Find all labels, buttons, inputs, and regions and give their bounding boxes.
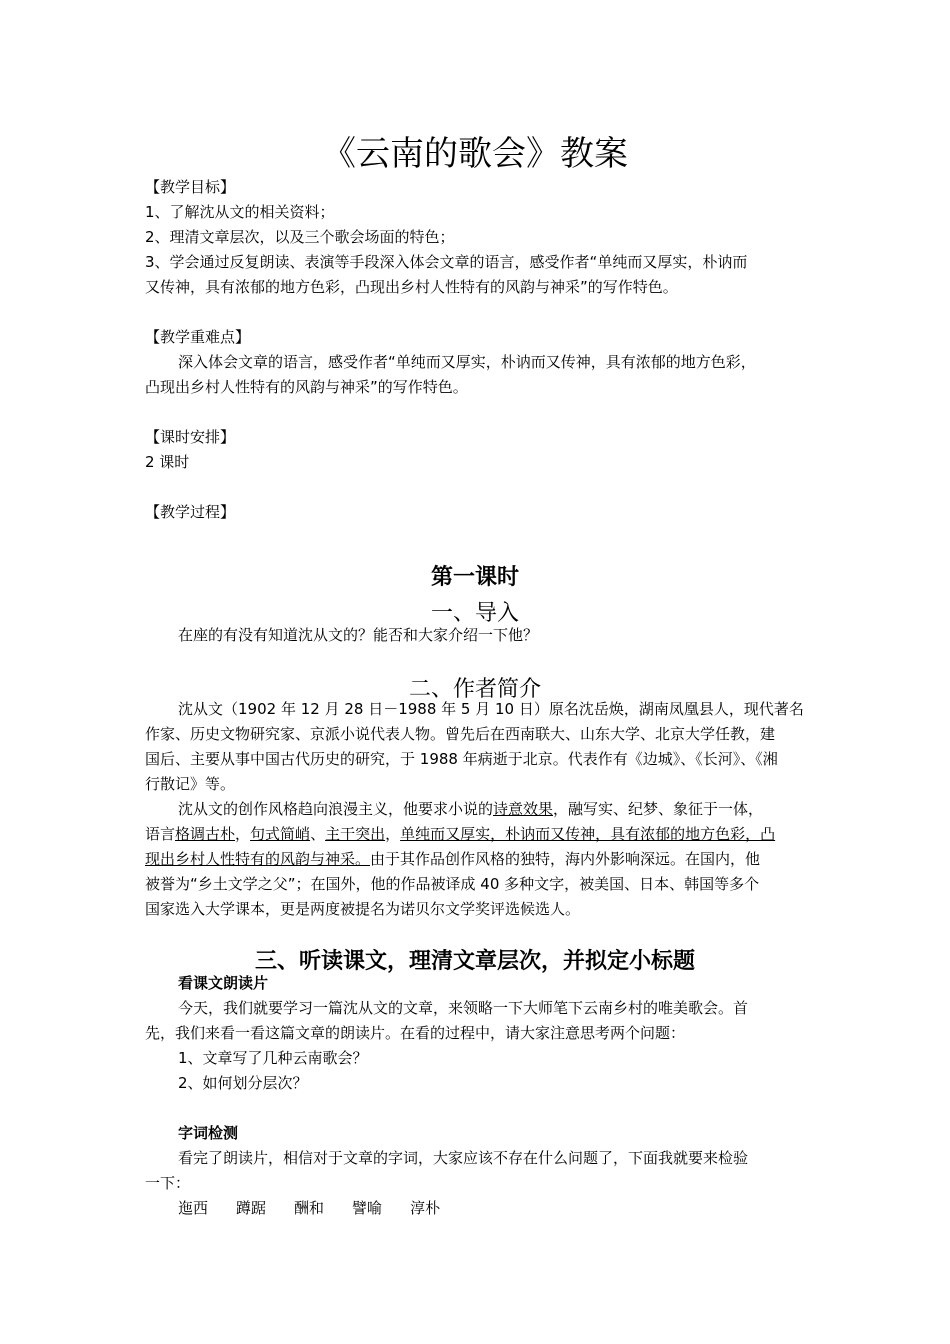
underlined-phrase: 主干突出 [325,825,386,843]
objectives-heading: 【教学目标】 [145,178,236,196]
author-bio-text: 行散记》等。 [145,775,236,793]
author-style-text: 被誉为“乡土文学之父”；在国外，他的作品被译成 40 多种文字，被美国、日本、韩国等多个 [145,875,760,893]
objective-item: 2、理清文章层次，以及三个歌会场面的特色； [145,228,455,246]
subheading-vocab-check: 字词检测 [178,1124,239,1142]
document-title: 《云南的歌会》教案 [322,134,628,174]
lesson1-heading: 第一课时 [430,565,519,590]
vocab-word: 迤西 [178,1199,209,1217]
underlined-phrase: 单纯而又厚实，朴讷而又传神，具有浓郁的地方色彩，凸 [400,825,776,843]
intro-text: 在座的有没有知道沈从文的？能否和大家介绍一下他？ [178,626,539,644]
author-bio-text: 作家、历史文物研究家、京派小说代表人物。曾先后在西南联大、山东大学、北京大学任教，建 [145,725,776,743]
author-bio-text: 沈从文（1902 年 12 月 28 日－1988 年 5 月 10 日）原名沈岳焕，湖南凤凰县人，现代著名 [178,700,804,718]
process-heading: 【教学过程】 [145,503,236,521]
section-heading-reading: 三、听读课文，理清文章层次，并拟定小标题 [254,949,695,974]
subheading-reading-video: 看课文朗读片 [178,974,269,992]
vocab-word: 酬和 [294,1199,325,1217]
text-run: 沈从文的创作风格趋向浪漫主义，他要求小说的 [178,800,494,818]
key-points-text: 凸现出乡村人性特有的风韵与神采”的写作特色。 [145,378,468,396]
author-style-text: 国家选入大学课本，更是两度被提名为诺贝尔文学奖评选候选人。 [145,900,581,918]
reading-text: 先，我们来看一看这篇文章的朗读片。在看的过程中，请大家注意思考两个问题： [145,1024,686,1042]
vocab-word: 譬喻 [352,1199,383,1217]
section-heading-author: 二、作者简介 [408,677,541,702]
section-heading-intro: 一、导入 [430,601,519,626]
objective-item-continued: 又传神，具有浓郁的地方色彩，凸现出乡村人性特有的风韵与神采”的写作特色。 [145,278,678,296]
underlined-phrase: 现出乡村人性特有的风韵与神采。 [145,850,371,868]
vocab-text: 一下： [145,1174,191,1192]
key-points-text: 深入体会文章的语言，感受作者“单纯而又厚实，朴讷而又传神，具有浓郁的地方色彩， [178,353,756,371]
underlined-phrase: 格调古朴 [175,825,236,843]
underlined-phrase: 诗意效果 [493,800,554,818]
vocab-text: 看完了朗读片，相信对于文章的字词，大家应该不存在什么问题了，下面我就要来检验 [178,1149,749,1167]
author-style-text [178,798,763,820]
text-run: ，融写实、纪梦、象征于一体， [553,800,764,818]
vocab-word: 蹲踞 [236,1199,267,1217]
author-style-text [145,823,775,845]
author-bio-text: 国后、主要从事中国古代历史的研究，于 1988 年病逝于北京。代表作有《边城》、《长河》、《湘 [145,750,778,768]
objective-item: 3、学会通过反复朗读、表演等手段深入体会文章的语言，感受作者“单纯而又厚实，朴讷而 [145,253,748,271]
question-item: 1、文章写了几种云南歌会？ [178,1049,368,1067]
text-run: ， [385,825,401,843]
vocab-word-list [178,1197,468,1219]
schedule-heading: 【课时安排】 [145,428,236,446]
key-points-heading: 【教学重难点】 [145,328,251,346]
reading-text: 今天，我们就要学习一篇沈从文的文章，来领略一下大师笔下云南乡村的唯美歌会。首 [178,999,749,1017]
author-style-text [145,848,760,870]
vocab-word: 淳朴 [410,1199,441,1217]
text-run: 由于其作品创作风格的独特，海内外影响深远。在国内，他 [370,850,761,868]
objective-item: 1、了解沈从文的相关资料； [145,203,335,221]
question-item: 2、如何划分层次？ [178,1074,308,1092]
text-run: 语言 [145,825,176,843]
underlined-phrase: 句式简峭 [250,825,311,843]
schedule-value: 2 课时 [145,453,190,471]
text-run: 、 [310,825,326,843]
text-run: ， [235,825,251,843]
